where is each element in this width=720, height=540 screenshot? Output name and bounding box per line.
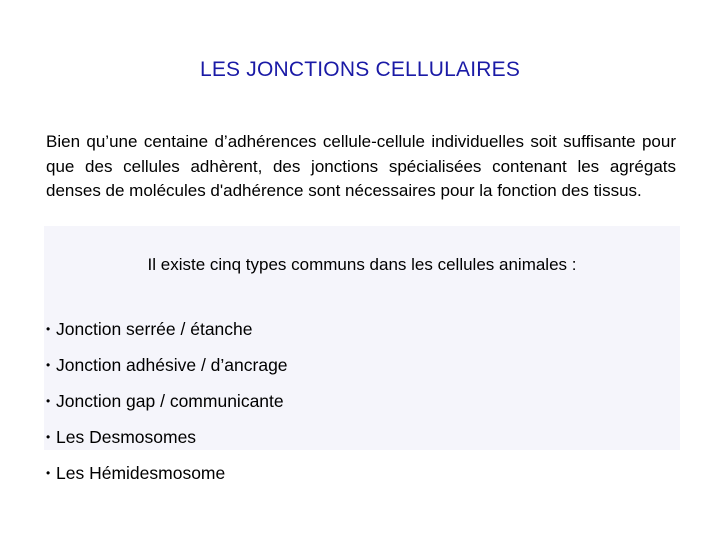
list-item: [46, 419, 288, 455]
list-heading: Il existe cinq types communs dans les cellules animales :: [147, 255, 577, 274]
bullet-icon: •: [46, 394, 51, 408]
list-item-label: Jonction gap / communicante: [56, 391, 284, 411]
list-item: [46, 455, 288, 491]
bullet-icon: •: [46, 322, 51, 336]
list-item-label: Jonction adhésive / d’ancrage: [56, 355, 288, 375]
bullet-icon: •: [46, 430, 51, 444]
list-item: [46, 383, 288, 419]
intro-paragraph: Bien qu’une centaine d’adhérences cellule-cellule individuelles soit suffisante pour que des cellules adhèrent, des jonctions spécialisées contenant les agrégats denses de molécules d'adhérence sont nécessaires pour la fonction des tissus.: [46, 132, 676, 200]
list-item-label: Les Desmosomes: [56, 427, 197, 447]
list-item: [46, 347, 288, 383]
list-item: [46, 311, 288, 347]
bullet-icon: •: [46, 466, 51, 480]
list-item-label: Jonction serrée / étanche: [56, 319, 253, 339]
bullet-icon: •: [46, 358, 51, 372]
page-title: LES JONCTIONS CELLULAIRES: [199, 58, 521, 81]
list-item-label: Les Hémidesmosome: [56, 463, 226, 483]
junction-type-list: [46, 311, 288, 491]
